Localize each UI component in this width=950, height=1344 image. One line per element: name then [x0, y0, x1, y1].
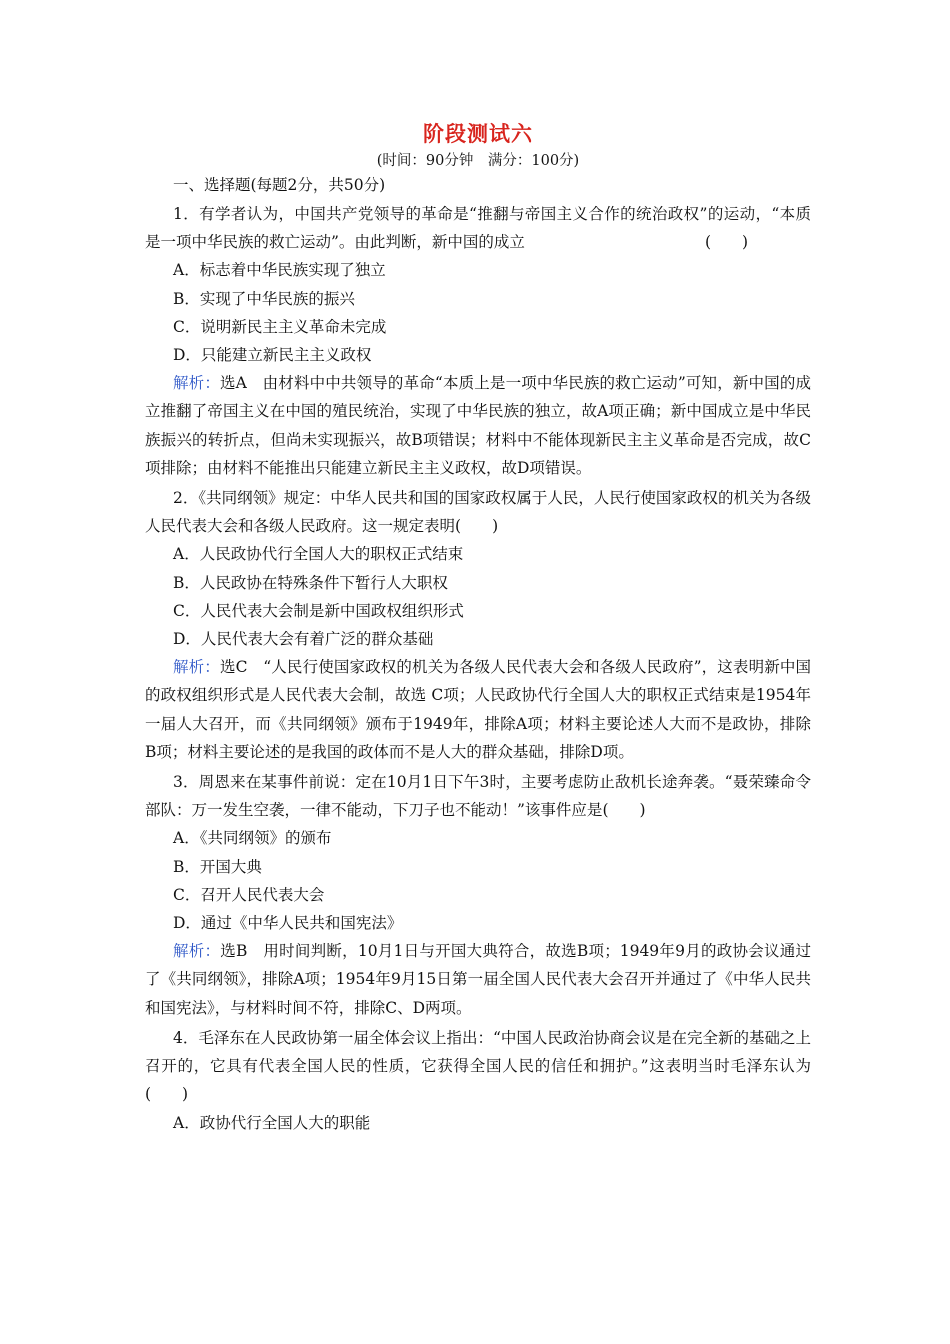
question-2 — [145, 484, 811, 766]
option-a: A．政协代行全国人大的职能 — [173, 1113, 371, 1132]
answer-bracket: ( ) — [145, 1085, 189, 1104]
analysis-label: 解析： — [173, 942, 221, 961]
option-d: D．通过《中华人民共和国宪法》 — [173, 914, 403, 933]
option-b: B．开国大典 — [173, 857, 262, 876]
question-stem-text: 2．《共同纲领》规定：中华人民共和国的国家政权属于人民，人民行使国家政权的机关为各级人民代表大会和各级人民政府。这一规定表明 — [145, 489, 811, 536]
exam-page — [145, 118, 811, 1137]
option-c: C．说明新民主主义革命未完成 — [173, 317, 387, 336]
answer-bracket: ( ) — [704, 233, 749, 252]
question-4 — [145, 1024, 811, 1137]
page-title: 阶段测试六 — [423, 121, 533, 146]
answer-bracket: ( ) — [602, 801, 646, 820]
analysis — [145, 653, 811, 766]
option-a: A．《共同纲领》的颁布 — [173, 829, 332, 848]
analysis-text: 选A 由材料中中共领导的革命“本质上是一项中华民族的救亡运动”可知，新中国的成立推翻了帝国主义在中国的殖民统治，实现了中华民族的独立，故A项正确；新中国成立是中华民族振兴的转折点，但尚未实现振兴，故B项错误；材料中不能体现新民主主义革命是否完成，故C项排除；由材料不能推出只能建立新民主主义政权，故D项错误。 — [145, 374, 811, 477]
analysis-text: 选B 用时间判断，10月1日与开国大典符合，故选B项；1949年9月的政协会议通过了《共同纲领》，排除A项；1954年9月15日第一届全国人民代表大会召开并通过了《中华人民共和国宪法》，与材料时间不符，排除C、D两项。 — [145, 942, 811, 1017]
option-d: D．人民代表大会有着广泛的群众基础 — [173, 630, 434, 649]
option-d: D．只能建立新民主主义政权 — [173, 346, 372, 365]
question-stem — [145, 484, 811, 540]
answer-bracket: ( ) — [455, 517, 499, 536]
question-1 — [145, 200, 811, 482]
option-a: A．标志着中华民族实现了独立 — [173, 261, 386, 280]
option-c: C．人民代表大会制是新中国政权组织形式 — [173, 601, 464, 620]
analysis-label: 解析： — [173, 374, 220, 393]
analysis-text: 选C “人民行使国家政权的机关为各级人民代表大会和各级人民政府”，这表明新中国的政权组织形式是人民代表大会制，故选 C项；人民政协代行全国人大的职权正式结束是1954年一届人大召开，而《共同纲领》颁布于1949年，排除A项；材料主要论述人大而不是政协，排除B项；材料主要论述的是我国的政体而不是人大的群众基础，排除D项。 — [145, 658, 811, 761]
analysis — [145, 369, 811, 482]
question-stem-text: 4．毛泽东在人民政协第一届全体会议上指出：“中国人民政治协商会议是在完全新的基础之上召开的，它具有代表全国人民的性质，它获得全国人民的信任和拥护。”这表明当时毛泽东认为 — [145, 1028, 811, 1076]
question-stem — [145, 200, 811, 256]
exam-time-score: (时间：90分钟 满分：100分) — [376, 153, 580, 169]
question-stem-text: 3．周恩来在某事件前说：定在10月1日下午3时，主要考虑防止敌机长途奔袭。“聂荣臻命令部队：万一发生空袭，一律不能动，下刀子也不能动！”该事件应是 — [145, 773, 811, 820]
option-b: B．人民政协在特殊条件下暂行人大职权 — [173, 573, 448, 592]
question-stem — [145, 768, 811, 824]
analysis — [145, 937, 811, 1022]
analysis-label: 解析： — [173, 658, 220, 677]
question-3 — [145, 768, 811, 1022]
section-heading: 一、选择题(每题2分，共50分) — [173, 176, 386, 194]
question-stem-text: 1．有学者认为，中国共产党领导的革命是“推翻与帝国主义合作的统治政权”的运动，“本质是一项中华民族的救亡运动”。由此判断，新中国的成立 — [145, 205, 811, 252]
option-b: B．实现了中华民族的振兴 — [173, 289, 355, 308]
option-a: A．人民政协代行全国人大的职权正式结束 — [173, 545, 464, 564]
question-stem — [145, 1024, 811, 1109]
option-c: C．召开人民代表大会 — [173, 885, 325, 904]
